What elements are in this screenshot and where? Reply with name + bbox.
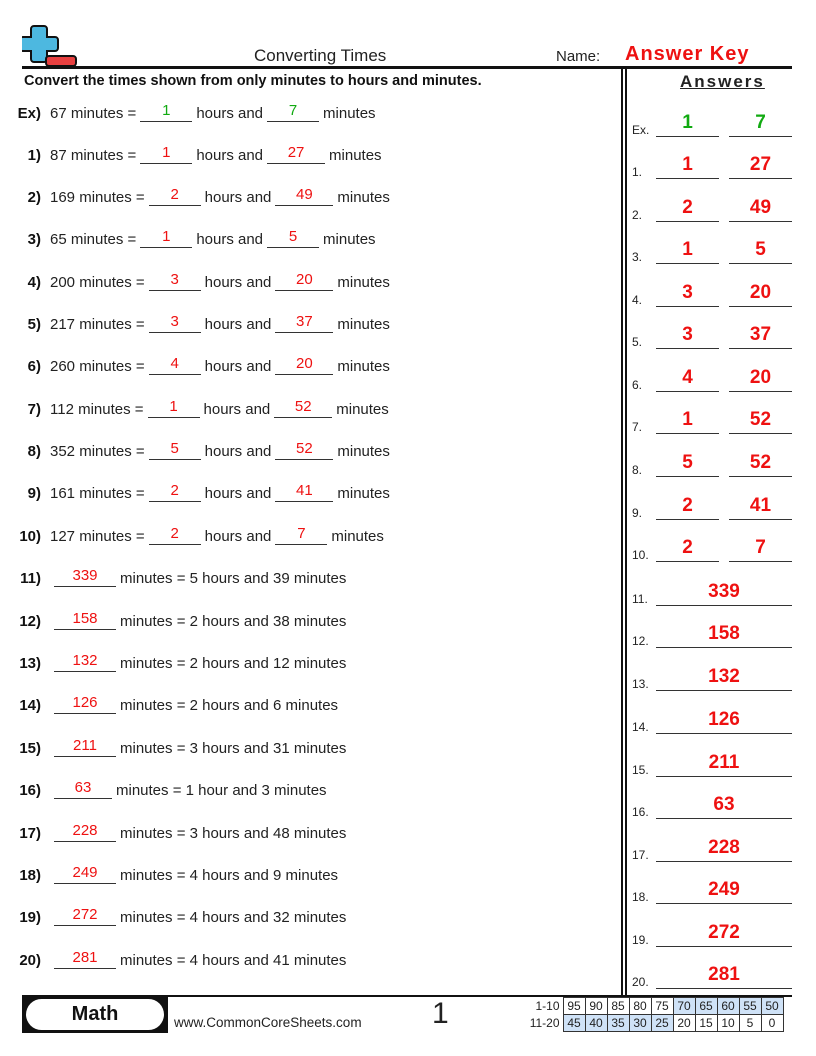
- question-text: minutes = 3 hours and 48 minutes: [120, 825, 347, 842]
- answer-value: 52: [749, 409, 772, 430]
- question-tail-text: minutes: [323, 105, 376, 122]
- answer-row: [632, 153, 802, 179]
- score-cell: 85: [607, 998, 629, 1015]
- score-cell: 35: [607, 1015, 629, 1032]
- question-mid-text: hours and: [204, 189, 272, 206]
- question-mid-text: hours and: [196, 105, 264, 122]
- question-tail-text: minutes: [337, 189, 390, 206]
- answer-row: [632, 793, 802, 819]
- score-cell: 75: [651, 998, 673, 1015]
- answer-line: [729, 306, 792, 308]
- answer-line: [656, 647, 792, 649]
- question-tail-text: minutes: [337, 443, 390, 460]
- answer-value: 126: [708, 709, 740, 730]
- name-label: Name:: [556, 48, 601, 65]
- question-row: [0, 267, 390, 291]
- answer-row: [632, 751, 802, 777]
- answer-line: [656, 861, 792, 863]
- question-row: [0, 140, 382, 164]
- answer-label: 1.: [632, 165, 643, 179]
- answer-value: 3: [682, 324, 693, 345]
- minutes-answer-field[interactable]: 339: [54, 567, 116, 587]
- question-row: [0, 733, 346, 757]
- question-text: minutes = 4 hours and 9 minutes: [120, 867, 339, 884]
- answer-label: 13.: [632, 677, 649, 691]
- answer-row: [632, 580, 802, 606]
- question-text: minutes = 2 hours and 12 minutes: [120, 655, 347, 672]
- minutes-answer-field[interactable]: 20: [275, 355, 333, 375]
- answer-line: [656, 263, 719, 265]
- question-mid-text: hours and: [204, 443, 272, 460]
- question-mid-text: hours and: [204, 485, 272, 502]
- question-text: minutes = 3 hours and 31 minutes: [120, 740, 347, 757]
- question-number: 1): [27, 147, 41, 164]
- answer-value: 5: [755, 239, 766, 260]
- question-minutes: 127 minutes =: [50, 528, 145, 545]
- question-tail-text: minutes: [337, 485, 390, 502]
- answer-row: [632, 238, 802, 264]
- minutes-answer-field[interactable]: 281: [54, 949, 116, 969]
- score-cell: 65: [695, 998, 717, 1015]
- question-number: 15): [19, 740, 41, 757]
- question-tail-text: minutes: [337, 316, 390, 333]
- answer-value: 7: [755, 537, 766, 558]
- answer-value: 2: [682, 197, 693, 218]
- score-cell: 80: [629, 998, 651, 1015]
- minutes-answer-field[interactable]: 52: [274, 398, 332, 418]
- question-row: [0, 648, 346, 672]
- answer-label: 5.: [632, 335, 643, 349]
- score-cell: 25: [651, 1015, 673, 1032]
- answer-label: 12.: [632, 634, 649, 648]
- answer-row: [632, 963, 802, 989]
- question-number: Ex): [17, 105, 41, 122]
- answer-row-example: [632, 111, 802, 137]
- answer-line: [729, 391, 792, 393]
- answer-value: 2: [682, 537, 693, 558]
- answer-label: 19.: [632, 933, 649, 947]
- question-text: minutes = 4 hours and 41 minutes: [120, 952, 347, 969]
- question-tail-text: minutes: [337, 274, 390, 291]
- answer-value: 5: [682, 452, 693, 473]
- question-tail-text: minutes: [323, 231, 376, 248]
- minutes-answer-field[interactable]: 228: [54, 822, 116, 842]
- answer-line: [729, 178, 792, 180]
- minutes-answer-field[interactable]: 37: [275, 313, 333, 333]
- answer-line: [729, 221, 792, 223]
- minutes-answer-field[interactable]: 158: [54, 610, 116, 630]
- question-number: 9): [27, 485, 41, 502]
- answer-value: 339: [708, 581, 740, 602]
- answer-value: 49: [749, 197, 772, 218]
- answer-value: 3: [682, 282, 693, 303]
- answer-line: [656, 433, 719, 435]
- answer-line: [729, 348, 792, 350]
- question-number: 19): [19, 909, 41, 926]
- answer-row: [632, 323, 802, 349]
- question-row: [0, 945, 346, 969]
- answer-line: [656, 733, 792, 735]
- answer-value: 1: [682, 239, 693, 260]
- question-text: minutes = 2 hours and 38 minutes: [120, 613, 347, 630]
- question-number: 14): [19, 697, 41, 714]
- example-question: [0, 98, 376, 122]
- answer-line: [729, 136, 792, 138]
- instructions: Convert the times shown from only minutes to hours and minutes.: [24, 73, 482, 89]
- score-cell: 90: [585, 998, 607, 1015]
- score-cell: 50: [761, 998, 783, 1015]
- answer-value: 272: [708, 922, 740, 943]
- hours-answer-field[interactable]: 1: [140, 102, 192, 122]
- answer-line: [656, 136, 719, 138]
- question-mid-text: hours and: [204, 316, 272, 333]
- answer-label: 15.: [632, 763, 649, 777]
- question-minutes: 87 minutes =: [50, 147, 137, 164]
- question-number: 5): [27, 316, 41, 333]
- answer-line: [656, 221, 719, 223]
- question-row: [0, 902, 346, 926]
- answer-value: 52: [749, 452, 772, 473]
- answer-line: [656, 306, 719, 308]
- score-row-label: 1-10: [535, 999, 560, 1013]
- question-number: 18): [19, 867, 41, 884]
- question-minutes: 161 minutes =: [50, 485, 145, 502]
- hours-answer-field[interactable]: 1: [140, 228, 192, 248]
- answer-value: 228: [708, 837, 740, 858]
- worksheet-title: Converting Times: [254, 46, 387, 65]
- answer-line: [656, 818, 792, 820]
- score-row: [527, 1015, 783, 1032]
- question-minutes: 352 minutes =: [50, 443, 145, 460]
- question-number: 17): [19, 825, 41, 842]
- answer-label: 7.: [632, 420, 643, 434]
- answer-row: [632, 536, 802, 562]
- question-mid-text: hours and: [204, 274, 272, 291]
- answer-value: 1: [682, 112, 693, 133]
- answer-label: 20.: [632, 975, 649, 989]
- answer-row: [632, 622, 802, 648]
- answer-label: 18.: [632, 890, 649, 904]
- site-url: www.CommonCoreSheets.com: [174, 1015, 362, 1030]
- answer-value: 281: [708, 964, 740, 985]
- hours-answer-field[interactable]: 2: [149, 525, 201, 545]
- answer-label: 4.: [632, 293, 643, 307]
- answer-line: [729, 519, 792, 521]
- score-cell: 0: [761, 1015, 783, 1032]
- minutes-answer-field[interactable]: 49: [275, 186, 333, 206]
- minutes-answer-field[interactable]: 41: [275, 482, 333, 502]
- minutes-answer-field[interactable]: 20: [275, 271, 333, 291]
- question-row: [0, 521, 384, 545]
- hours-answer-field[interactable]: 3: [149, 271, 201, 291]
- score-cell: 15: [695, 1015, 717, 1032]
- question-row: [0, 182, 390, 206]
- answer-value: 20: [749, 282, 772, 303]
- answer-line: [729, 476, 792, 478]
- score-cell: 20: [673, 1015, 695, 1032]
- answer-row: [632, 451, 802, 477]
- answer-line: [729, 263, 792, 265]
- score-cell: 55: [739, 998, 761, 1015]
- question-number: 16): [19, 782, 41, 799]
- score-cell: 40: [585, 1015, 607, 1032]
- answer-row: [632, 836, 802, 862]
- question-number: 12): [19, 613, 41, 630]
- answer-row: [632, 708, 802, 734]
- question-mid-text: hours and: [196, 231, 264, 248]
- answer-value: 211: [708, 752, 740, 773]
- question-number: 7): [27, 401, 41, 418]
- score-cell: 5: [739, 1015, 761, 1032]
- question-number: 13): [19, 655, 41, 672]
- score-cell: 30: [629, 1015, 651, 1032]
- question-number: 3): [27, 231, 41, 248]
- answer-label: Ex.: [632, 123, 650, 137]
- name-value: Answer Key: [625, 43, 750, 65]
- score-cell: 10: [717, 1015, 739, 1032]
- hours-answer-field[interactable]: 1: [140, 144, 192, 164]
- question-minutes: 260 minutes =: [50, 358, 145, 375]
- question-number: 2): [27, 189, 41, 206]
- answer-line: [656, 391, 719, 393]
- question-minutes: 67 minutes =: [50, 105, 137, 122]
- answer-line: [656, 178, 719, 180]
- minutes-answer-field[interactable]: 52: [275, 440, 333, 460]
- answer-label: 9.: [632, 506, 643, 520]
- question-number: 6): [27, 358, 41, 375]
- question-number: 8): [27, 443, 41, 460]
- answer-value: 1: [682, 409, 693, 430]
- question-row: [0, 606, 346, 630]
- answer-value: 2: [682, 495, 693, 516]
- answer-line: [656, 476, 719, 478]
- question-text: minutes = 5 hours and 39 minutes: [120, 570, 347, 587]
- minutes-answer-field[interactable]: 63: [54, 779, 112, 799]
- question-tail-text: minutes: [336, 401, 389, 418]
- answer-value: 27: [749, 154, 772, 175]
- answer-row: [632, 494, 802, 520]
- column-divider: [621, 68, 623, 996]
- question-mid-text: hours and: [196, 147, 264, 164]
- question-row: [0, 563, 346, 587]
- answer-line: [656, 903, 792, 905]
- score-cell: 60: [717, 998, 739, 1015]
- minutes-answer-field[interactable]: 27: [267, 144, 325, 164]
- question-tail-text: minutes: [329, 147, 382, 164]
- answer-row: [632, 281, 802, 307]
- answer-label: 17.: [632, 848, 649, 862]
- answer-line: [656, 946, 792, 948]
- answer-line: [656, 561, 719, 563]
- question-text: minutes = 4 hours and 32 minutes: [120, 909, 347, 926]
- answer-line: [656, 988, 792, 990]
- question-text: minutes = 1 hour and 3 minutes: [116, 782, 327, 799]
- question-row: [0, 309, 390, 333]
- answer-row: [632, 196, 802, 222]
- answer-label: 16.: [632, 805, 649, 819]
- answer-value: 249: [708, 879, 740, 900]
- score-row: [527, 998, 783, 1015]
- score-cell: 45: [563, 1015, 585, 1032]
- answer-row: [632, 665, 802, 691]
- answer-line: [656, 519, 719, 521]
- minutes-answer-field[interactable]: 272: [54, 906, 116, 926]
- answer-label: 3.: [632, 250, 643, 264]
- question-minutes: 217 minutes =: [50, 316, 145, 333]
- question-tail-text: minutes: [331, 528, 384, 545]
- answer-value: 7: [755, 112, 766, 133]
- hours-answer-field[interactable]: 1: [148, 398, 200, 418]
- answer-value: 20: [749, 367, 772, 388]
- question-minutes: 112 minutes =: [50, 401, 144, 418]
- answer-row: [632, 921, 802, 947]
- page-number: 1: [432, 997, 449, 1030]
- question-number: 20): [19, 952, 41, 969]
- question-row: [0, 818, 346, 842]
- answer-row: [632, 408, 802, 434]
- score-table: [527, 997, 784, 1032]
- answer-value: 63: [713, 794, 735, 815]
- minutes-answer-field[interactable]: 132: [54, 652, 116, 672]
- question-tail-text: minutes: [337, 358, 390, 375]
- minutes-answer-field[interactable]: 211: [54, 737, 116, 757]
- hours-answer-field[interactable]: 2: [149, 482, 201, 502]
- answer-label: 6.: [632, 378, 643, 392]
- question-number: 11): [20, 570, 41, 587]
- minutes-answer-field[interactable]: 7: [267, 102, 319, 122]
- question-number: 4): [27, 274, 41, 291]
- answer-value: 37: [749, 324, 772, 345]
- answer-value: 158: [708, 623, 740, 644]
- question-mid-text: hours and: [203, 401, 271, 418]
- answer-line: [656, 605, 792, 607]
- answer-row: [632, 366, 802, 392]
- question-minutes: 200 minutes =: [50, 274, 145, 291]
- answer-label: 14.: [632, 720, 649, 734]
- question-row: [0, 690, 338, 714]
- minutes-answer-field[interactable]: 249: [54, 864, 116, 884]
- answer-value: 1: [682, 154, 693, 175]
- question-row: [0, 478, 390, 502]
- hours-answer-field[interactable]: 3: [149, 313, 201, 333]
- question-number: 10): [19, 528, 41, 545]
- question-row: [0, 224, 376, 248]
- logo-plus-minus-icon: [22, 24, 80, 68]
- question-mid-text: hours and: [204, 528, 272, 545]
- answer-line: [656, 348, 719, 350]
- answer-label: 11.: [632, 592, 648, 606]
- answer-line: [729, 433, 792, 435]
- subject-badge: Math: [26, 999, 164, 1030]
- question-row: [0, 860, 338, 884]
- question-row: [0, 436, 390, 460]
- answers-heading: Answers: [680, 72, 765, 91]
- header-divider: [22, 66, 792, 69]
- answer-label: 2.: [632, 208, 643, 222]
- question-row: [0, 775, 327, 799]
- column-divider: [625, 68, 627, 996]
- minutes-answer-field[interactable]: 7: [275, 525, 327, 545]
- score-cell: 95: [563, 998, 585, 1015]
- answer-line: [656, 690, 792, 692]
- answer-value: 41: [749, 495, 772, 516]
- question-minutes: 169 minutes =: [50, 189, 145, 206]
- answer-label: 10.: [632, 548, 649, 562]
- answer-value: 132: [708, 666, 740, 687]
- minutes-answer-field[interactable]: 5: [267, 228, 319, 248]
- answer-row: [632, 878, 802, 904]
- question-text: minutes = 2 hours and 6 minutes: [120, 697, 339, 714]
- score-row-label: 11-20: [529, 1016, 560, 1030]
- answer-value: 4: [682, 367, 693, 388]
- question-minutes: 65 minutes =: [50, 231, 137, 248]
- question-row: [0, 394, 389, 418]
- question-row: [0, 351, 390, 375]
- answer-line: [729, 561, 792, 563]
- hours-answer-field[interactable]: 5: [149, 440, 201, 460]
- score-cell: 70: [673, 998, 695, 1015]
- hours-answer-field[interactable]: 4: [149, 355, 201, 375]
- answer-label: 8.: [632, 463, 643, 477]
- hours-answer-field[interactable]: 2: [149, 186, 201, 206]
- answer-line: [656, 776, 792, 778]
- minutes-answer-field[interactable]: 126: [54, 694, 116, 714]
- question-mid-text: hours and: [204, 358, 272, 375]
